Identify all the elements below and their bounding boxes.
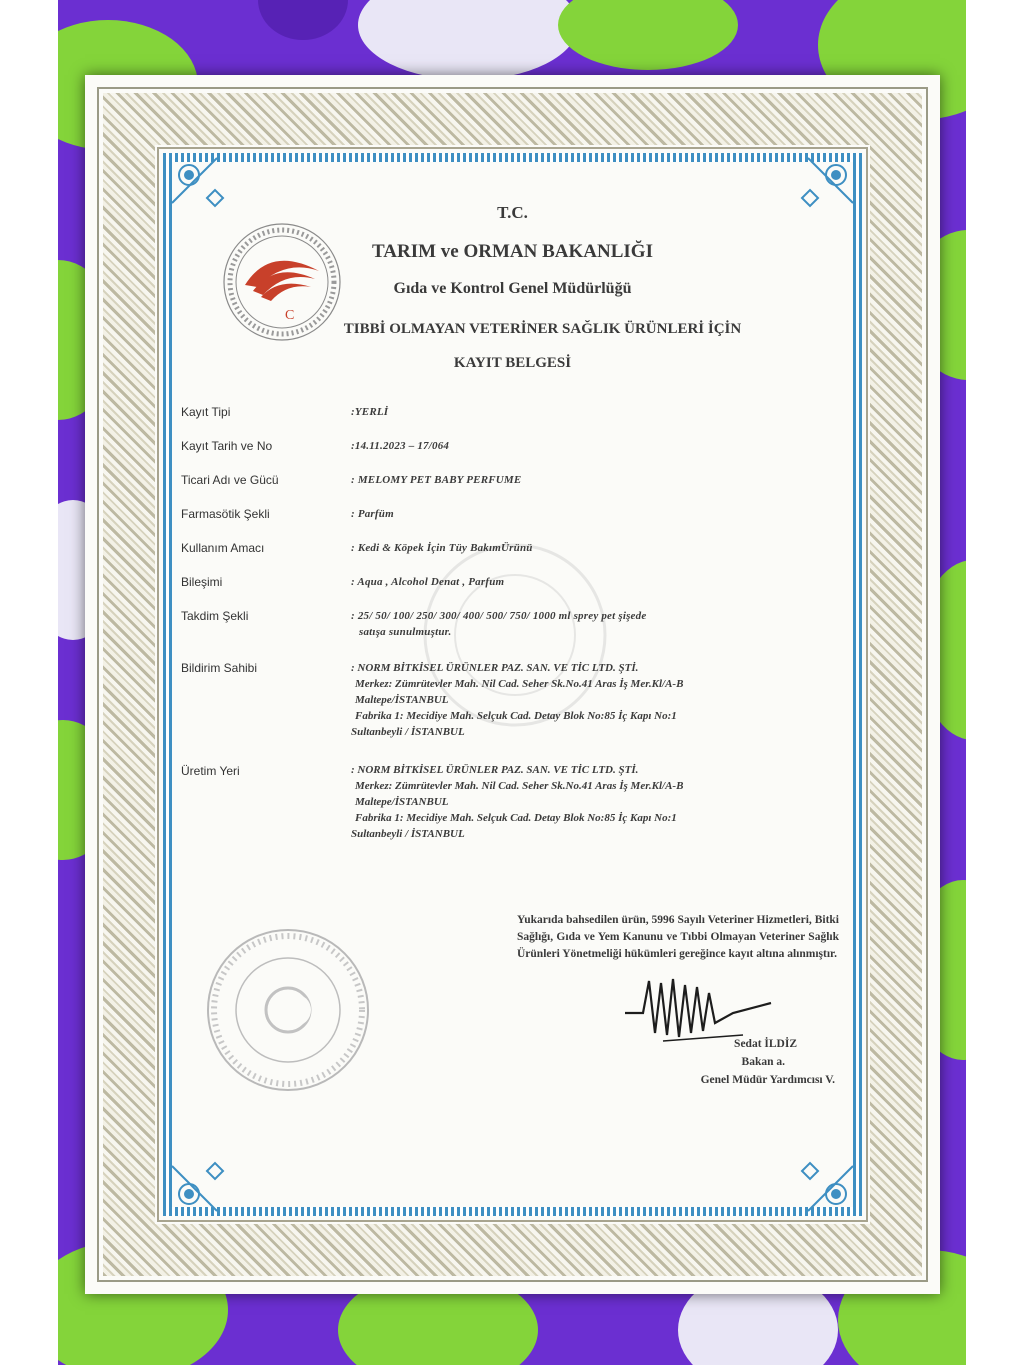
field-value-presentation: : 25/ 50/ 100/ 250/ 300/ 400/ 500/ 750/ 1000 ml sprey pet şişede [351,610,647,622]
field-label-production-site: Üretim Yeri [181,764,240,778]
notifier-address [351,660,821,740]
document-title-line2: KAYIT BELGESİ [453,355,572,371]
signatory-title: Genel Müdür Yardımcısı V. [700,1074,835,1086]
field-value-pharmaceutical-form: : Parfüm [351,508,394,520]
official-seal-stamp [203,925,373,1095]
closing-statement: Yukarıda bahsedilen ürün, 5996 Sayılı Veteriner Hizmetleri, Bitki Sağlığı, Gıda ve Yem Kanunu ve Tıbbi Olmayan Veteriner Sağlık Ürünleri Yönetmeliği hükümleri gereğince kayıt altına alınmıştır. [517,914,839,960]
directorate-name: Gıda ve Kontrol Genel Müdürlüğü [393,280,632,297]
country-abbrev: T.C. [497,203,528,222]
producer-line: : NORM BİTKİSEL ÜRÜNLER PAZ. SAN. VE TİC LTD. ŞTİ. [351,764,639,776]
document-title-line1: TIBBİ OLMAYAN VETERİNER SAĞLIK ÜRÜNLERİ İÇİN [343,321,742,337]
notifier-line: : NORM BİTKİSEL ÜRÜNLER PAZ. SAN. VE TİC LTD. ŞTİ. [351,662,639,674]
producer-line: Fabrika 1: Mecidiye Mah. Selçuk Cad. Detay Blok No:85 İç Kapı No:1 [355,812,677,824]
notifier-line: Merkez: Zümrütevler Mah. Nil Cad. Seher Sk.No.41 Aras İş Mer.Kl/A-B [355,678,684,690]
producer-line: Merkez: Zümrütevler Mah. Nil Cad. Seher Sk.No.41 Aras İş Mer.Kl/A-B [355,780,684,792]
field-value-registration-type: :YERLİ [351,406,389,418]
field-label-notifier: Bildirim Sahibi [181,661,258,675]
signatory-name: Sedat İLDİZ [734,1038,797,1050]
ministry-name: TARIM ve ORMAN BAKANLIĞI [372,241,653,262]
field-value-purpose: : Kedi & Köpek İçin Tüy BakımÜrünü [351,542,533,554]
signatory-block [535,1035,835,1089]
svg-text:C: C [285,308,295,323]
corner-ornament-icon [167,1146,237,1216]
field-label-presentation: Takdim Şekli [181,609,249,623]
field-value-composition: : Aqua , Alcohol Denat , Parfum [351,576,505,588]
producer-line: Maltepe/İSTANBUL [355,796,449,808]
field-label-pharmaceutical-form: Farmasötik Şekli [181,507,270,521]
field-label-registration-date: Kayıt Tarih ve No [181,439,273,453]
signatory-role: Bakan a. [741,1056,785,1068]
registration-certificate [85,75,940,1294]
field-value-trade-name: : MELOMY PET BABY PERFUME [351,474,522,486]
corner-ornament-icon [788,1146,858,1216]
notifier-line: Fabrika 1: Mecidiye Mah. Selçuk Cad. Detay Blok No:85 İç Kapı No:1 [355,710,677,722]
field-label-composition: Bileşimi [181,575,223,589]
field-label-registration-type: Kayıt Tipi [181,405,231,419]
notifier-line: Maltepe/İSTANBUL [355,694,449,706]
producer-line: Sultanbeyli / İSTANBUL [351,828,465,840]
field-label-trade-name: Ticari Adı ve Gücü [181,473,279,487]
field-value-presentation-cont: satışa sunulmuştur. [359,626,452,638]
field-value-registration-date: :14.11.2023 – 17/064 [351,440,450,452]
notifier-line: Sultanbeyli / İSTANBUL [351,726,465,738]
field-label-purpose: Kullanım Amacı [181,541,265,555]
production-site-address [351,762,821,842]
